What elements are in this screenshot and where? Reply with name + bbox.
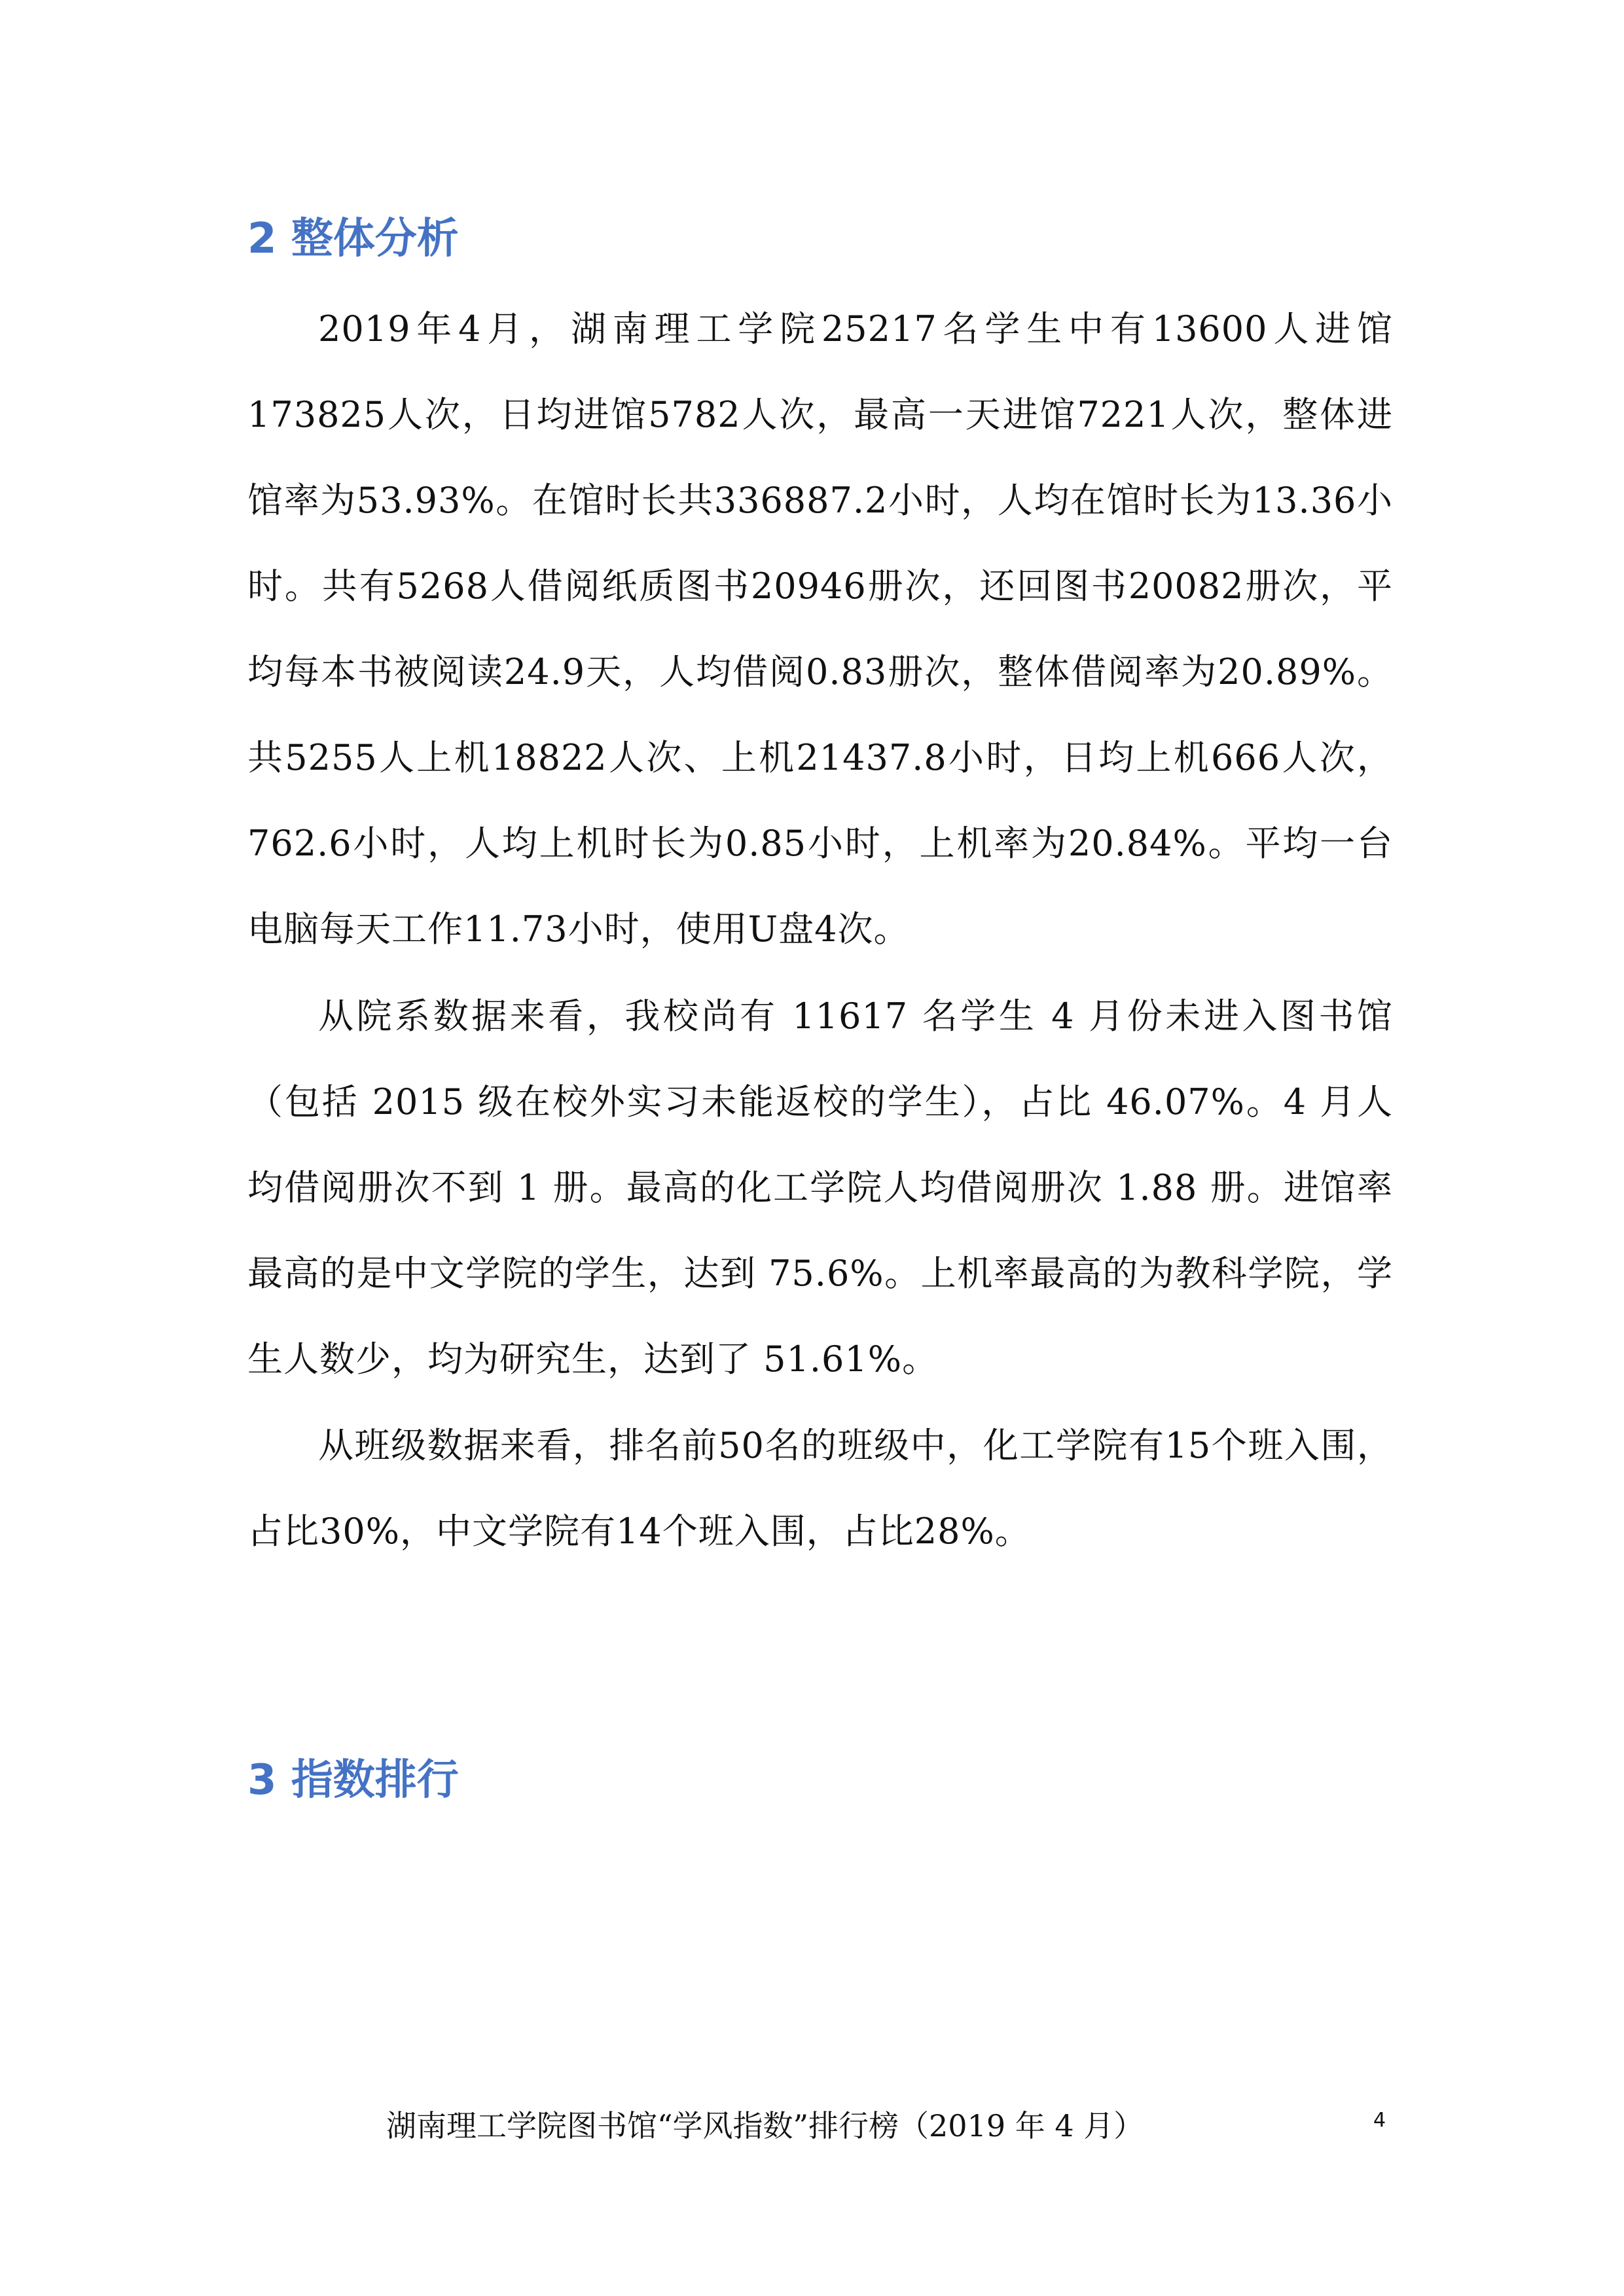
paragraph-overall-statistics: 2019年4月，湖南理工学院25217名学生中有13600人进馆173825人次，日均进馆5782人次，最高一天进馆7221人次，整体进馆率为53.93%。在馆时长共336887.2小时，人均在馆时长为13.36小时。共有5268人借阅纸质图书20946册次，还回图书20082册次，平均每本书被阅读24.9天，人均借阅0.83册次，整体借阅率为20.89%。共5255人上机18822人次、上机21437.8小时，日均上机666人次，762.6小时，人均上机时长为0.85小时，上机率为20.84%。平均一台电脑每天工作11.73小时，使用U盘4次。 [247, 308, 1393, 950]
paragraph-department-data: 从院系数据来看，我校尚有 11617 名学生 4 月份未进入图书馆（包括 2015 级在校外实习未能返校的学生），占比 46.07%。4 月人均借阅册次不到 1 册。最高的化工学院人均借阅册次 1.88 册。进馆率最高的是中文学院的学生，达到 75.6%。上机率最高的为教科学院，学生人数少，均为研究生，达到了 51.61%。 [247, 996, 1393, 1380]
page-number: 4 [1373, 2109, 1386, 2132]
section-heading-overall-analysis: 2 整体分析 [247, 215, 459, 263]
section-heading-index-ranking: 3 指数排行 [247, 1756, 459, 1804]
paragraph-class-data: 从班级数据来看，排名前50名的班级中，化工学院有15个班入围，占比30%，中文学院有14个班入围，占比28%。 [247, 1425, 1393, 1552]
page-footer [0, 2106, 1624, 2145]
footer-title: 湖南理工学院图书馆“学风指数”排行榜（2019 年 4 月） [386, 2108, 1144, 2144]
